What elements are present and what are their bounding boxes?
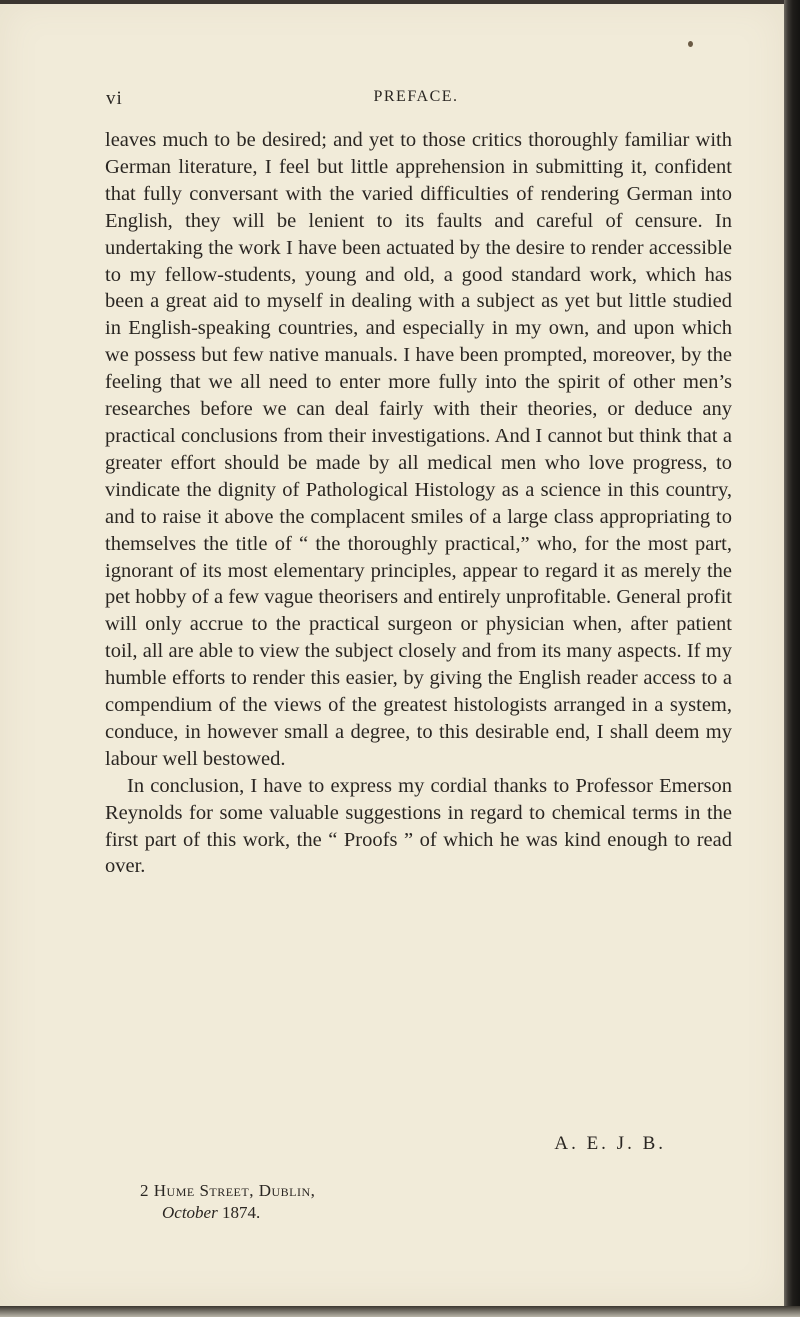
- preface-body: [105, 127, 732, 880]
- paragraph-conclusion: In conclusion, I have to express my cordial thanks to Professor Emerson Reynolds for some valuable suggestions in regard to chemical terms in the first part of this work, the “ Proofs ” of which he was kind enough to read over.: [105, 774, 732, 878]
- running-title: PREFACE.: [373, 88, 459, 105]
- ink-speck: [688, 41, 693, 47]
- page-top-edge: [0, 0, 784, 4]
- paragraph-continued: leaves much to be desired; and yet to those critics thoroughly familiar with German literature, I feel but little apprehension in submitting it, confident that fully conversant with the varied difficulties of rendering German into English, they will be lenient to its faults and careful of censure. In undertaking the work I have been actuated by the desire to render accessible to my fellow-students, young and old, a good standard work, which has been a great aid to myself in dealing with a subject as yet but little studied in English-speaking countries, and especially in my own, and upon which we possess but few native manuals. I have been prompted, moreover, by the feeling that we all need to enter more fully into the spirit of other men’s researches before we can deal fairly with their theories, or deduce any practical conclusions from their investigations. And I cannot but think that a greater effort should be made by all medical men who love progress, to vindicate the dignity of Pathological Histology as a science in this country, and to raise it above the complacent smiles of a large class appropriating to themselves the title of “ the thoroughly practical,” who, for the most part, ignorant of its most elementary principles, appear to regard it as merely the pet hobby of a few vague theorisers and entirely unprofitable. General profit will only accrue to the practical surgeon or physician when, after patient toil, all are able to view the subject closely and from its many aspects. If my humble efforts to render this easier, by giving the English reader access to a compendium of the views of the greatest histologists arranged in a system, conduce, in however small a degree, to this desirable end, I shall deem my labour well bestowed.: [105, 129, 732, 770]
- running-head: [106, 88, 726, 112]
- date-year: 1874.: [221, 1203, 261, 1222]
- address-line: 2 Hume Street, Dublin,: [140, 1181, 316, 1200]
- book-bottom-edge: [0, 1306, 800, 1317]
- page-number: vi: [106, 88, 123, 109]
- book-binding-edge: [784, 0, 800, 1317]
- date-month: October: [162, 1203, 218, 1222]
- author-initials: A. E. J. B.: [554, 1133, 666, 1154]
- address-block: [140, 1180, 315, 1224]
- date-line: [140, 1202, 315, 1224]
